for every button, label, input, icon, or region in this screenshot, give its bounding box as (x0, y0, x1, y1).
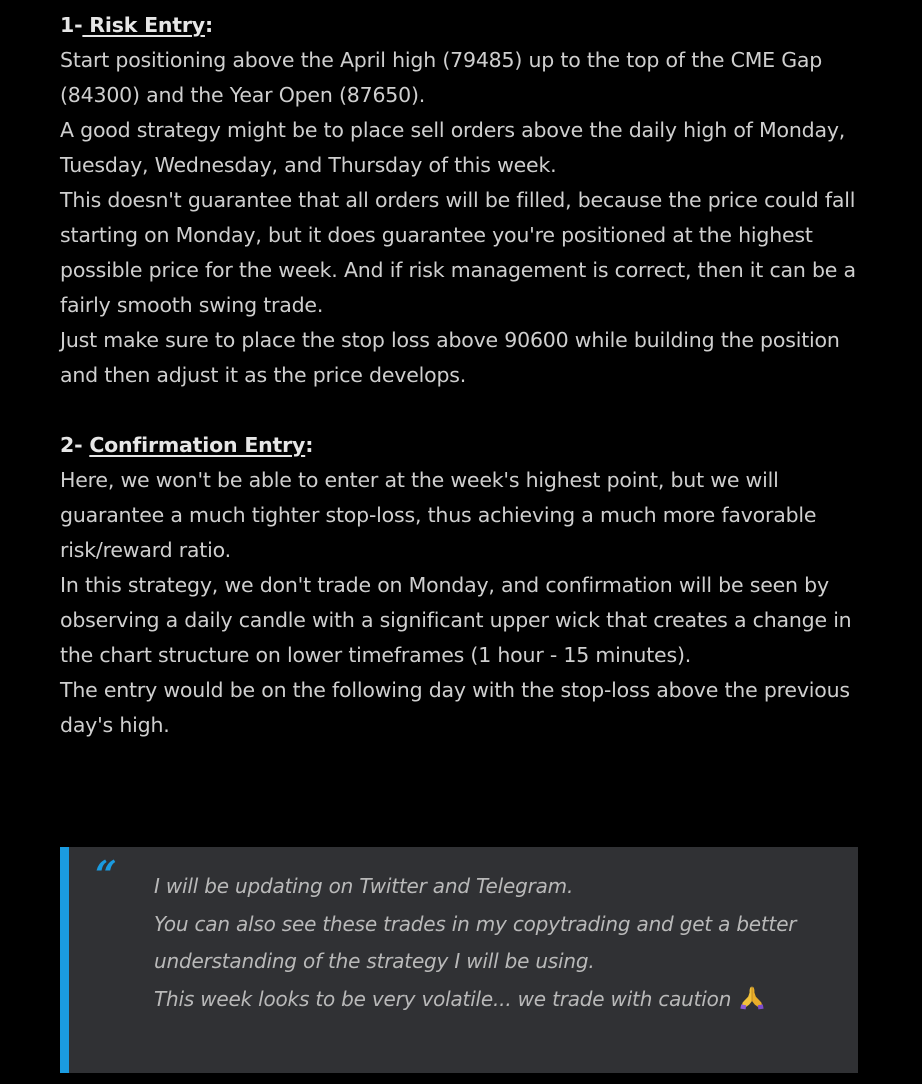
blockquote-text (154, 868, 844, 1018)
section-number: 2- (60, 433, 90, 457)
section-number: 1- (60, 13, 83, 37)
section-heading (60, 8, 860, 43)
paragraph: Start positioning above the April high (79485) up to the top of the CME Gap (84300) and the Year Open (87650). (60, 48, 823, 107)
praying-hands-icon (739, 984, 765, 1010)
quote-line (154, 981, 844, 1019)
section-title: Confirmation Entry (89, 433, 306, 457)
quote-mark-icon: “ (95, 852, 117, 897)
quote-line: I will be updating on Twitter and Telegram. (154, 874, 574, 898)
heading-colon: : (305, 433, 314, 457)
article-body (60, 8, 860, 743)
quote-line-text: This week looks to be very volatile... we trade with caution (154, 986, 732, 1011)
paragraph: In this strategy, we don't trade on Monday, and confirmation will be seen by observing a daily candle with a significant upper wick that creates a change in the chart structure on lower timeframes (1 hour - 15 minutes). (60, 573, 852, 667)
confirmation-entry-section (60, 428, 860, 743)
paragraph: Here, we won't be able to enter at the week's highest point, but we will guarantee a much tighter stop-loss, thus achieving a much more favorable risk/reward ratio. (60, 468, 817, 562)
section-heading (60, 428, 860, 463)
quote-line: understanding of the strategy I will be using. (154, 949, 595, 973)
blockquote (60, 847, 858, 1073)
paragraph: The entry would be on the following day with the stop-loss above the previous day's high. (60, 678, 850, 737)
paragraph: A good strategy might be to place sell orders above the daily high of Monday, Tuesday, Wednesday, and Thursday of this week. (60, 118, 846, 177)
heading-colon: : (204, 13, 213, 37)
risk-entry-section (60, 8, 860, 393)
quote-line: You can also see these trades in my copytrading and get a better (154, 911, 797, 936)
section-title: Risk Entry (82, 13, 205, 37)
paragraph: Just make sure to place the stop loss above 90600 while building the position and then adjust it as the price develops. (60, 328, 840, 387)
paragraph: This doesn't guarantee that all orders will be filled, because the price could fall starting on Monday, but it does guarantee you're positioned at the highest possible price for the week. And if risk management is correct, then it can be a fairly smooth swing trade. (60, 188, 856, 317)
